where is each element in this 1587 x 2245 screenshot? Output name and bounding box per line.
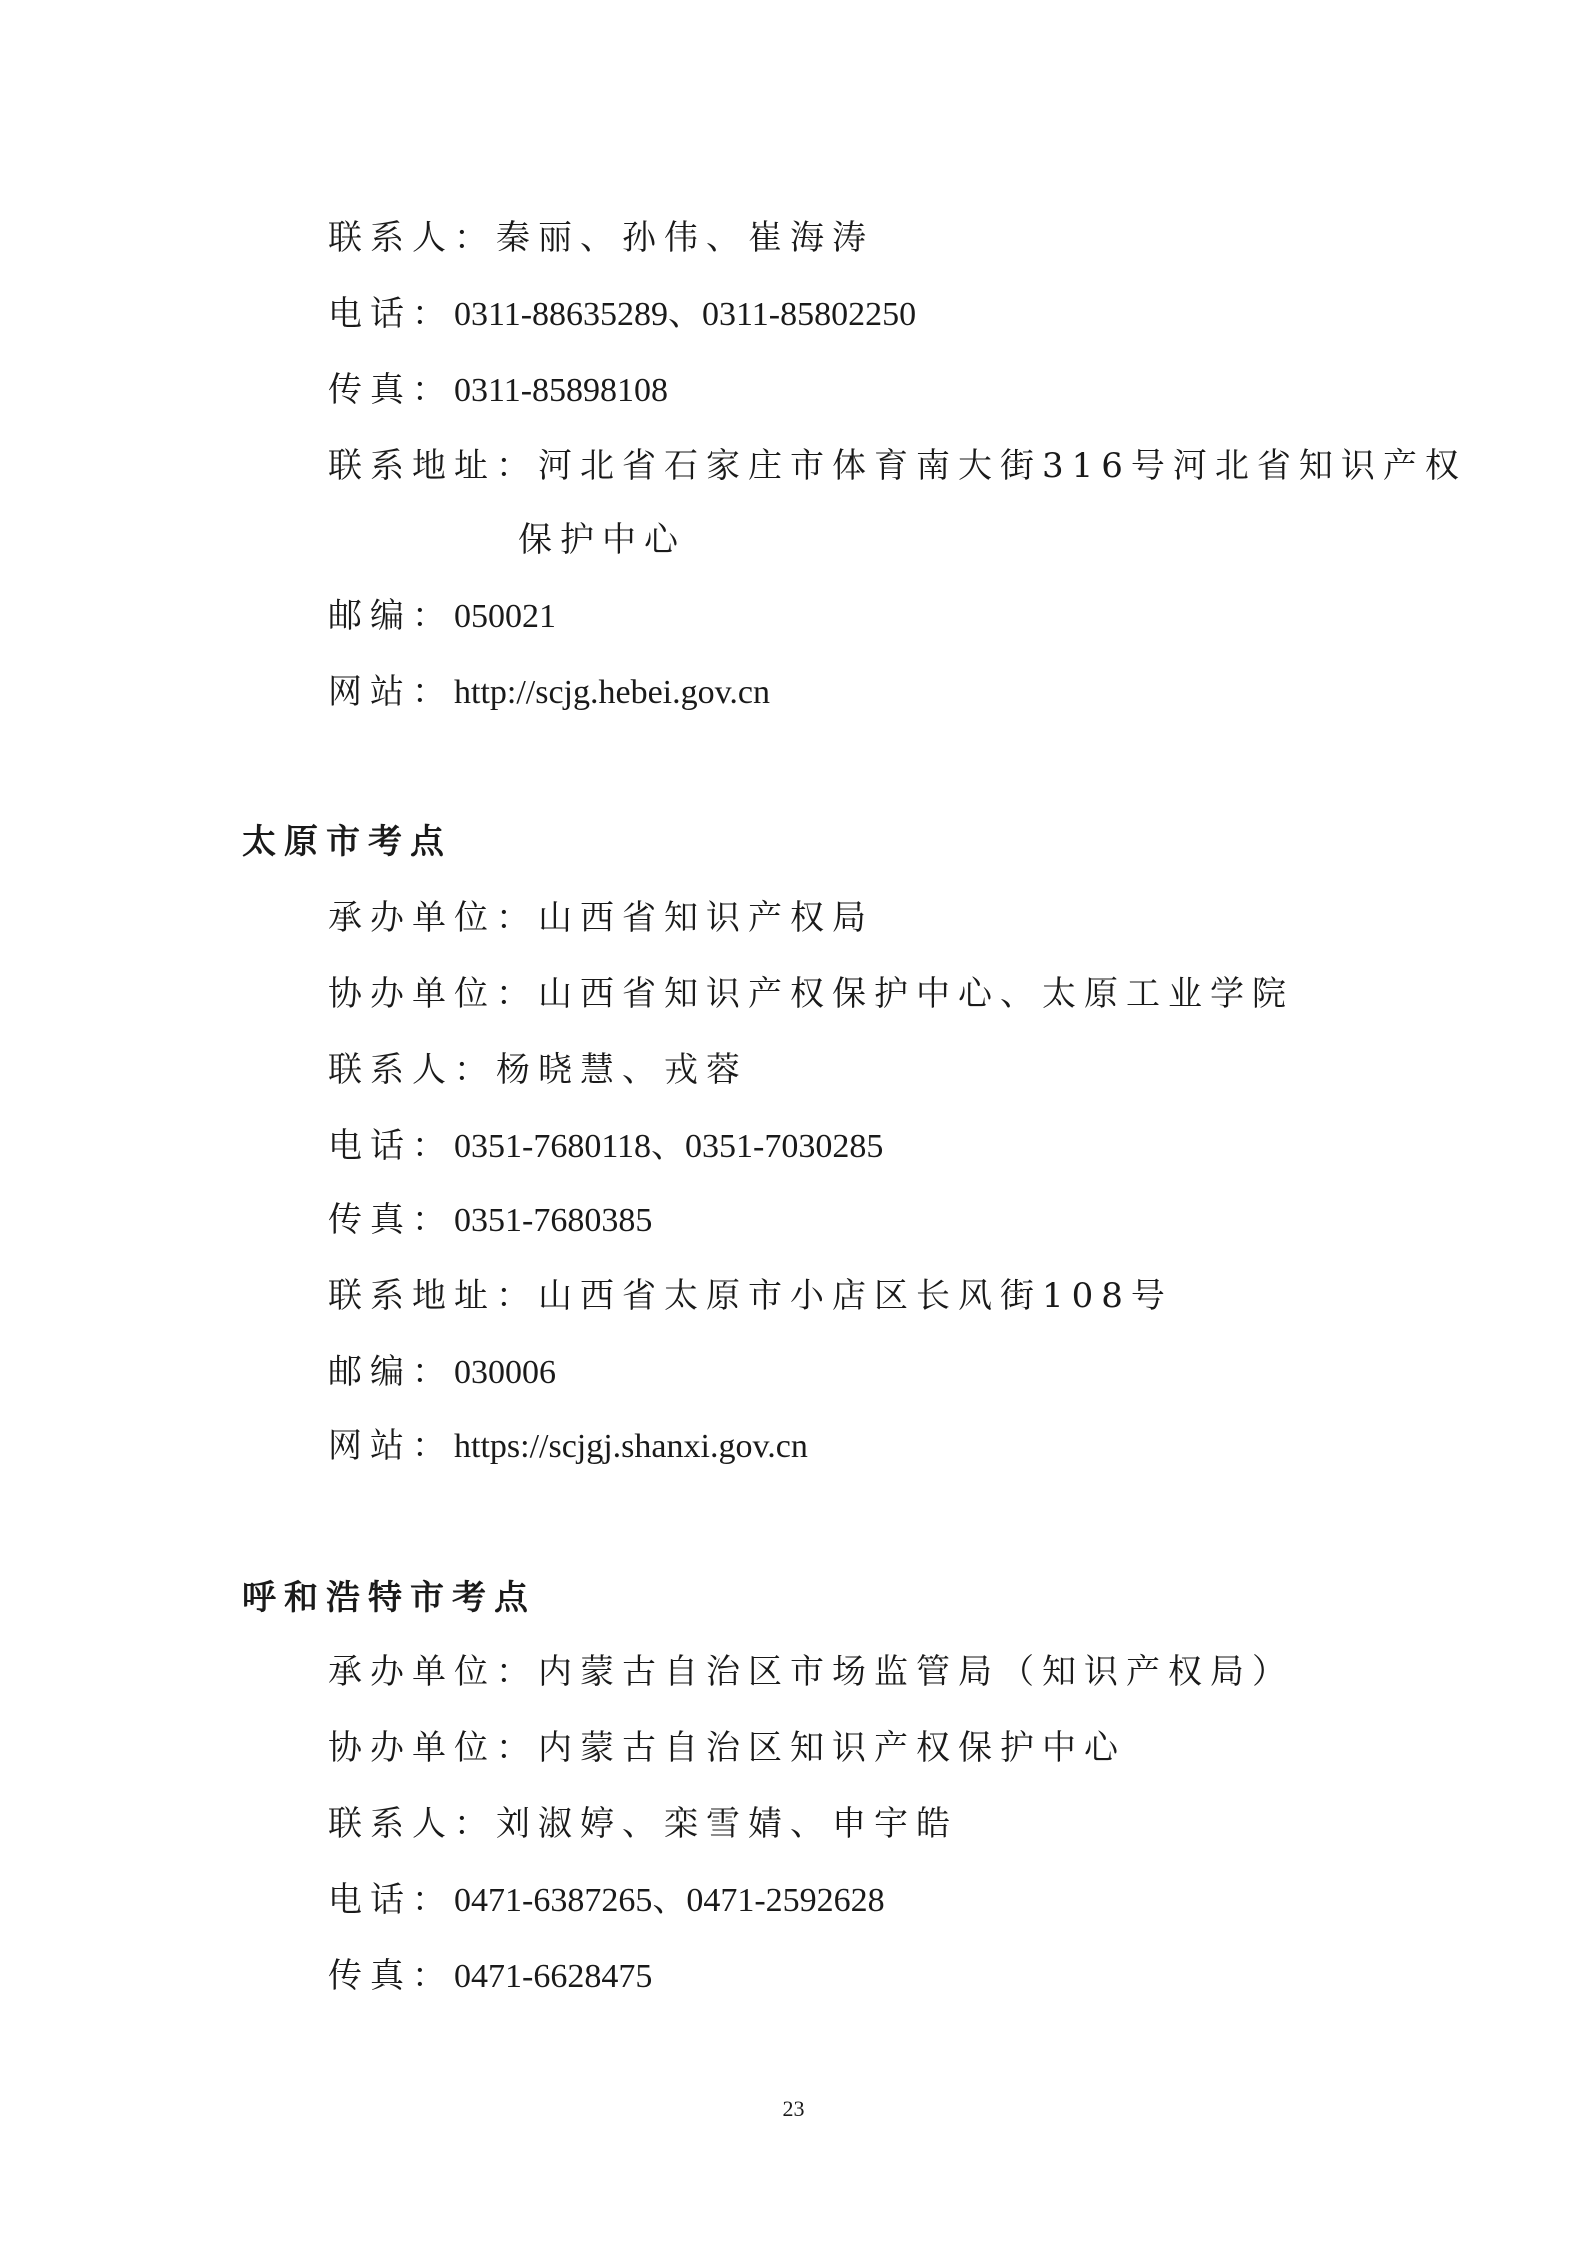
contact-line: [328, 218, 874, 258]
organizer-label: 承办单位：: [328, 1652, 538, 1692]
fax-line: [328, 1956, 652, 1997]
organizer-line: [328, 898, 874, 938]
postcode-line: [328, 1352, 556, 1393]
postcode-label: 邮编：: [328, 596, 454, 636]
organizer-label: 承办单位：: [328, 898, 538, 938]
phone-line: [328, 1880, 885, 1921]
co-organizer-label: 协办单位：: [328, 974, 538, 1014]
fax-line: [328, 1200, 652, 1241]
address-value: 河北省石家庄市体育南大街316号河北省知识产权: [538, 446, 1467, 486]
co-organizer-value: 内蒙古自治区知识产权保护中心: [538, 1728, 1126, 1768]
postcode-value: 050021: [454, 598, 556, 635]
website-link[interactable]: https://scjgj.shanxi.gov.cn: [454, 1428, 808, 1465]
phone-label: 电话：: [328, 1880, 454, 1920]
phone-line: [328, 294, 916, 335]
website-label: 网站：: [328, 672, 454, 712]
fax-value: 0351-7680385: [454, 1202, 653, 1239]
taiyuan-heading: 太原市考点: [242, 822, 452, 862]
contact-line: [328, 1804, 958, 1844]
contact-label: 联系人：: [328, 1050, 496, 1090]
address-line-continued: [518, 520, 686, 560]
phone-value: 0471-6387265、0471-2592628: [454, 1882, 885, 1919]
address-value-continued: 保护中心: [518, 520, 686, 560]
contact-value: 杨晓慧、戎蓉: [496, 1050, 748, 1090]
contact-line: [328, 1050, 748, 1090]
phone-line: [328, 1126, 883, 1167]
phone-label: 电话：: [328, 294, 454, 334]
fax-value: 0471-6628475: [454, 1958, 653, 1995]
co-organizer-line: [328, 974, 1294, 1014]
contact-value: 刘淑婷、栾雪婧、申宇皓: [496, 1804, 958, 1844]
phone-value: 0311-88635289、0311-85802250: [454, 296, 917, 333]
phone-value: 0351-7680118、0351-7030285: [454, 1128, 884, 1165]
fax-label: 传真：: [328, 370, 454, 410]
address-line: [328, 1276, 1173, 1316]
fax-value: 0311-85898108: [454, 372, 669, 409]
co-organizer-value: 山西省知识产权保护中心、太原工业学院: [538, 974, 1294, 1014]
contact-label: 联系人：: [328, 218, 496, 258]
postcode-line: [328, 596, 556, 637]
postcode-label: 邮编：: [328, 1352, 454, 1392]
website-label: 网站：: [328, 1426, 454, 1466]
contact-label: 联系人：: [328, 1804, 496, 1844]
organizer-value: 山西省知识产权局: [538, 898, 874, 938]
fax-label: 传真：: [328, 1200, 454, 1240]
address-value: 山西省太原市小店区长风街108号: [538, 1276, 1173, 1316]
website-line: [328, 672, 770, 713]
postcode-value: 030006: [454, 1354, 556, 1391]
address-line: [328, 446, 1467, 486]
fax-label: 传真：: [328, 1956, 454, 1996]
page-number: 23: [782, 2096, 805, 2121]
organizer-line: [328, 1652, 1294, 1692]
phone-label: 电话：: [328, 1126, 454, 1166]
address-label: 联系地址：: [328, 446, 538, 486]
website-link[interactable]: http://scjg.hebei.gov.cn: [454, 674, 771, 711]
organizer-value: 内蒙古自治区市场监管局（知识产权局）: [538, 1652, 1294, 1692]
hohhot-heading: 呼和浩特市考点: [242, 1578, 536, 1618]
website-line: [328, 1426, 808, 1467]
contact-value: 秦丽、孙伟、崔海涛: [496, 218, 874, 258]
address-label: 联系地址：: [328, 1276, 538, 1316]
co-organizer-label: 协办单位：: [328, 1728, 538, 1768]
co-organizer-line: [328, 1728, 1126, 1768]
fax-line: [328, 370, 668, 411]
